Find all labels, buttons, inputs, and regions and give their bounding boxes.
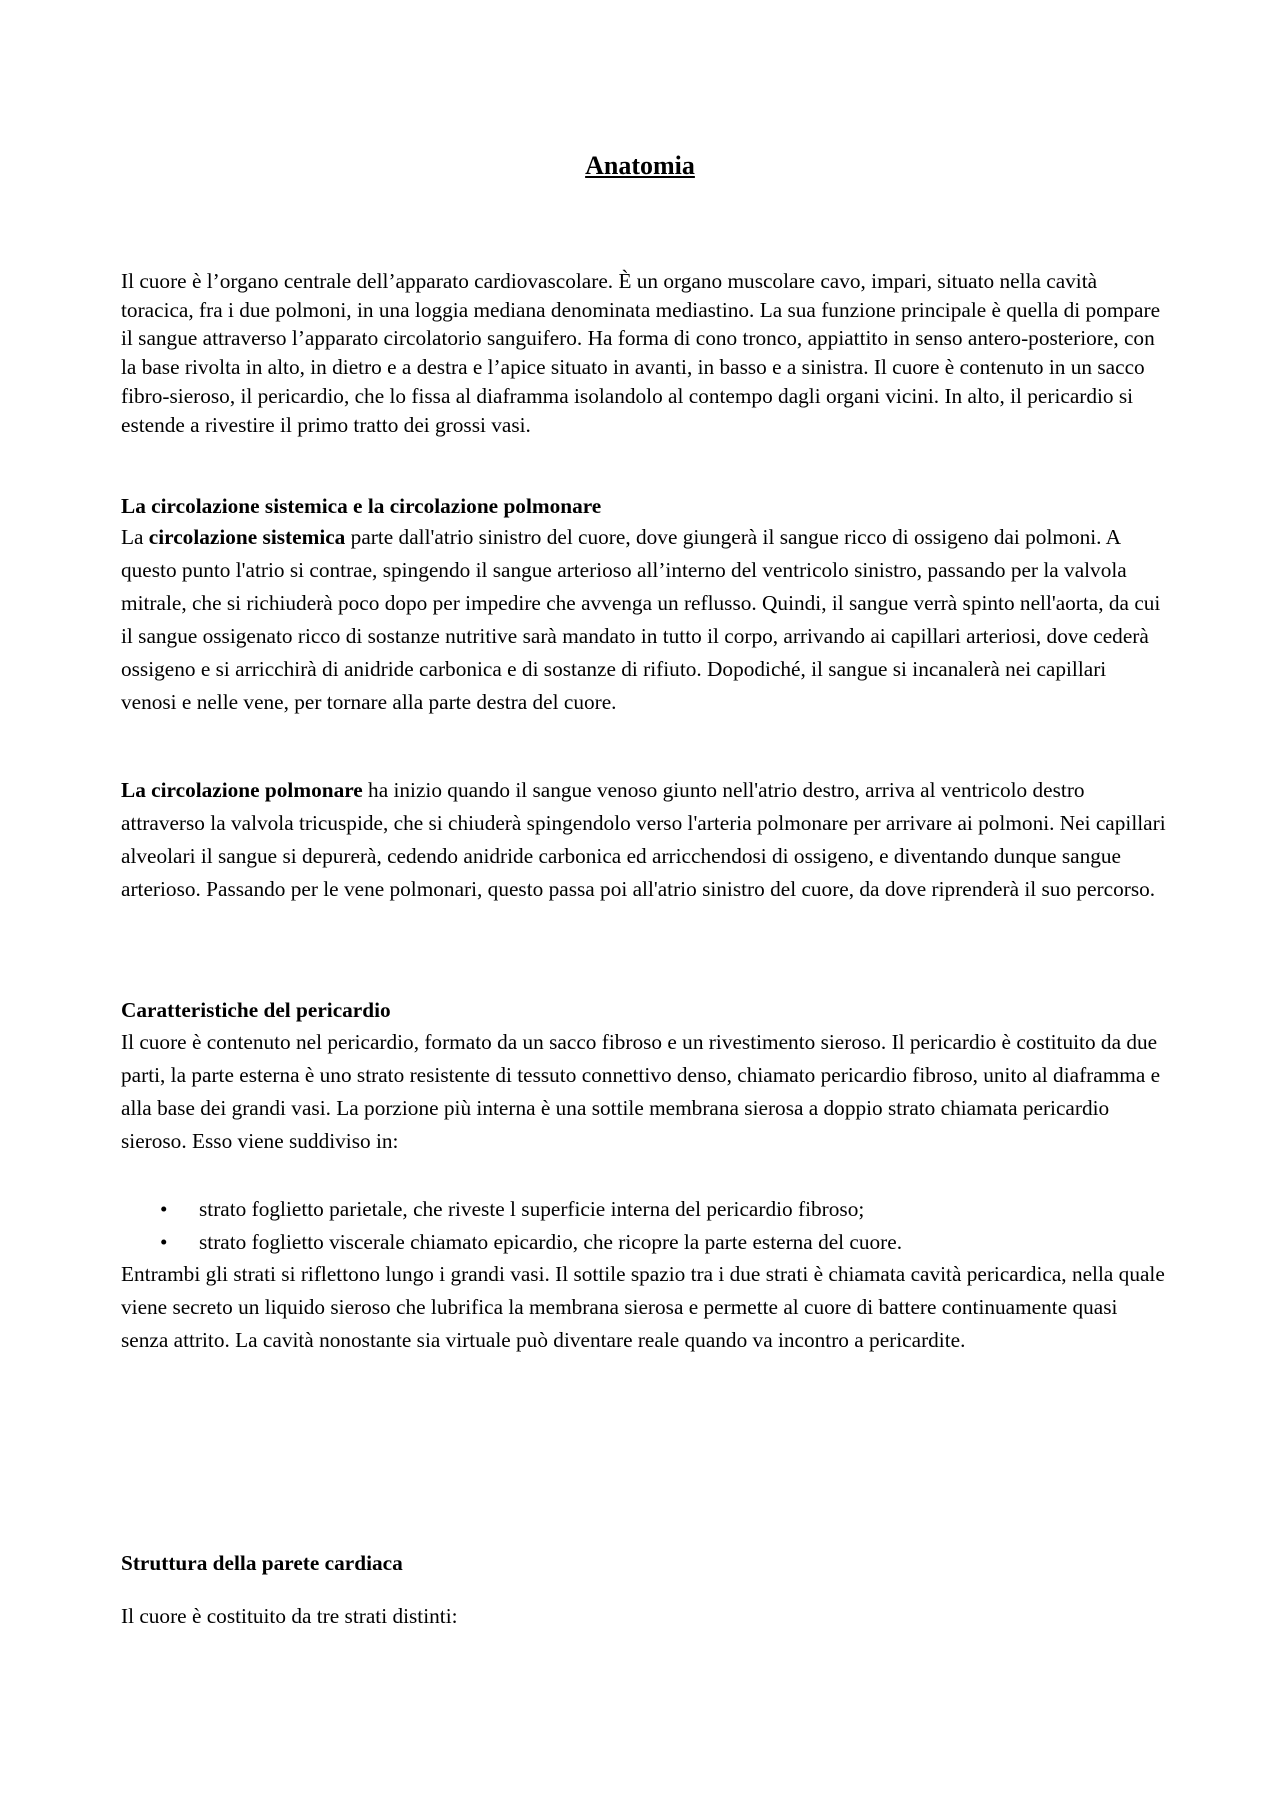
term-circolazione-polmonare: La circolazione polmonare — [121, 778, 363, 802]
paragraph-circolazione-sistemica — [121, 521, 1166, 719]
list-item — [121, 1193, 1166, 1226]
paragraph-text: parte dall'atrio sinistro del cuore, dove giungerà il sangue ricco di ossigeno dai polmoni. A questo punto l'atrio si contrae, spingendo il sangue arterioso all’interno del ventricolo sinistro, passando per la valvola mitrale, che si richiuderà poco dopo per impedire che avvenga un reflusso. Quindi, il sangue verrà spinto nell'aorta, da cui il sangue ossigenato ricco di sostanze nutritive sarà mandato in tutto il corpo, arrivando ai capillari arteriosi, dove cederà ossigeno e si arricchirà di anidride carbonica e di sostanze di rifiuto. Dopodiché, il sangue si incanalerà nei capillari venosi e nelle vene, per tornare alla parte destra del cuore. — [121, 525, 1161, 714]
paragraph-circolazione-polmonare — [121, 774, 1166, 906]
paragraph-cavita-pericardica: Entrambi gli strati si riflettono lungo i grandi vasi. Il sottile spazio tra i due strati è chiamata cavità pericardica, nella quale viene secreto un liquido sieroso che lubrifica la membrana sierosa e permette al cuore di battere continuamente quasi senza attrito. La cavità nonostante sia virtuale può diventare reale quando va incontro a pericardite. — [121, 1262, 1165, 1352]
paragraph-pericardio: Il cuore è contenuto nel pericardio, formato da un sacco fibroso e un rivestimento sieroso. Il pericardio è costituito da due parti, la parte esterna è uno strato resistente di tessuto connettivo denso, chiamato pericardio fibroso, unito al diaframma e alla base dei grandi vasi. La porzione più interna è una sottile membrana sierosa a doppio strato chiamata pericardio sieroso. Esso viene suddiviso in: — [121, 1030, 1161, 1153]
list-item-text: strato foglietto viscerale chiamato epicardio, che ricopre la parte esterna del cuore. — [199, 1229, 903, 1254]
bullet-icon: • — [160, 1229, 168, 1254]
bullet-icon: • — [160, 1197, 168, 1221]
list-item — [121, 1226, 1166, 1259]
section-heading-circolazione: La circolazione sistemica e la circolazione polmonare — [121, 494, 602, 518]
section-heading-pericardio: Caratteristiche del pericardio — [121, 998, 391, 1022]
list-item-text: strato foglietto parietale, che riveste l superficie interna del pericardio fibroso; — [199, 1197, 865, 1221]
paragraph-strati: Il cuore è costituito da tre strati distinti: — [121, 1604, 458, 1628]
paragraph-prefix: La — [121, 525, 149, 549]
section-heading-parete-cardiaca: Struttura della parete cardiaca — [121, 1551, 403, 1575]
term-circolazione-sistemica: circolazione sistemica — [148, 525, 346, 549]
pericardio-layers-list — [121, 1193, 1166, 1258]
document-title: Anatomia — [585, 151, 695, 180]
paragraph-text: ha inizio quando il sangue venoso giunto nell'atrio destro, arriva al ventricolo destro attraverso la valvola tricuspide, che si chiuderà spingendolo verso l'arteria polmonare per arrivare ai polmoni. Nei capillari alveolari il sangue si depurerà, cedendo anidride carbonica ed arricchendosi di ossigeno, e diventando dunque sangue arterioso. Passando per le vene polmonari, questo passa poi all'atrio sinistro del cuore, da dove riprenderà il suo percorso. — [121, 778, 1166, 901]
intro-paragraph: Il cuore è l’organo centrale dell’apparato cardiovascolare. È un organo muscolare cavo, impari, situato nella cavità toracica, fra i due polmoni, in una loggia mediana denominata mediastino. La sua funzione principale è quella di pompare il sangue attraverso l’apparato circolatorio sanguifero. Ha forma di cono tronco, appiattito in senso antero-posteriore, con la base rivolta in alto, in dietro e a destra e l’apice situato in avanti, in basso e a sinistra. Il cuore è contenuto in un sacco fibro-sieroso, il pericardio, che lo fissa al diaframma isolandolo al contempo dagli organi vicini. In alto, il pericardio si estende a rivestire il primo tratto dei grossi vasi. — [121, 269, 1161, 437]
